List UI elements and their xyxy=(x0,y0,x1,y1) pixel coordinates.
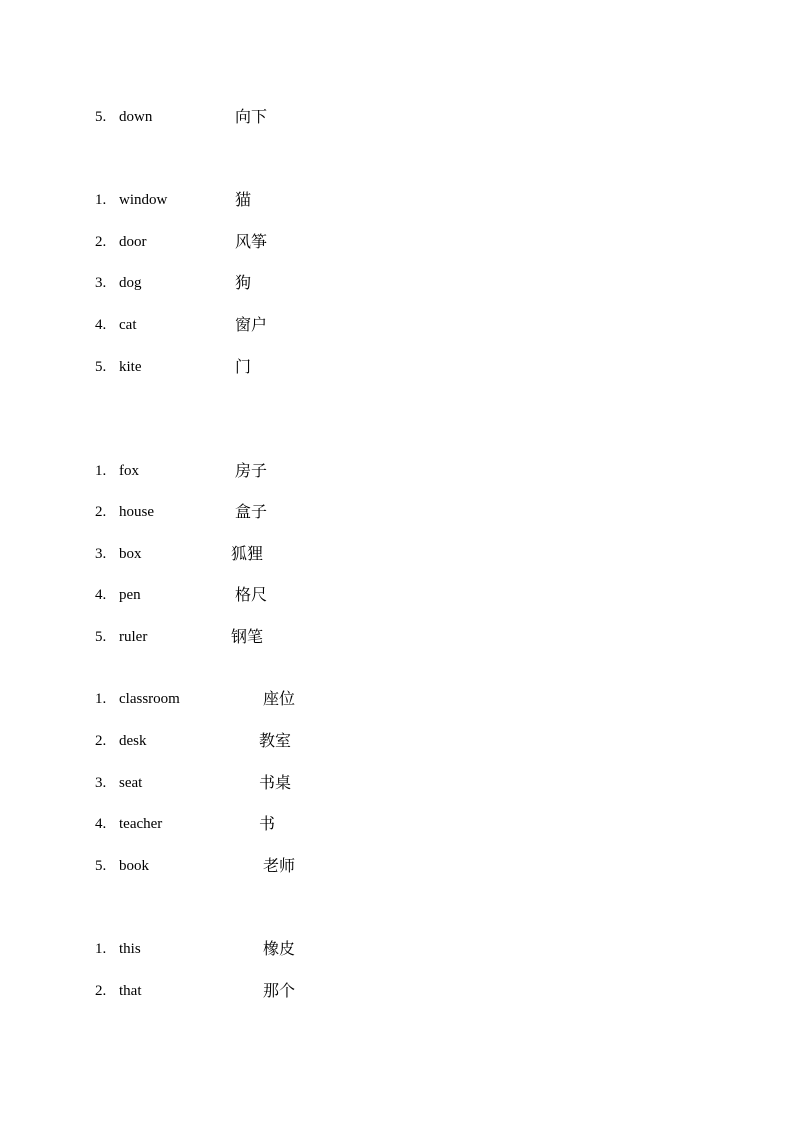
item-number: 2. xyxy=(95,983,107,999)
english-word: teacher xyxy=(119,816,163,832)
item-number: 4. xyxy=(95,816,107,832)
english-word: dog xyxy=(119,275,142,291)
english-word: classroom xyxy=(119,691,180,707)
chinese-word: 房子 xyxy=(235,461,268,480)
english-word: cat xyxy=(119,317,137,333)
list-item xyxy=(0,544,793,564)
chinese-word: 盒子 xyxy=(235,502,268,521)
list-item xyxy=(0,731,793,751)
english-word: kite xyxy=(119,359,142,375)
list-item xyxy=(0,461,793,481)
item-number: 3. xyxy=(95,546,107,562)
item-number: 2. xyxy=(95,733,107,749)
english-word: book xyxy=(119,858,149,874)
item-number: 5. xyxy=(95,858,107,874)
item-number: 5. xyxy=(95,109,107,125)
list-item xyxy=(0,689,793,709)
list-item xyxy=(0,939,793,959)
item-number: 4. xyxy=(95,587,107,603)
english-word: desk xyxy=(119,733,147,749)
chinese-word: 狗 xyxy=(235,273,252,292)
chinese-word: 钢笔 xyxy=(231,627,264,646)
chinese-word: 向下 xyxy=(235,107,268,126)
list-item xyxy=(0,107,793,127)
item-number: 3. xyxy=(95,775,107,791)
chinese-word: 狐狸 xyxy=(231,544,264,563)
chinese-word: 橡皮 xyxy=(263,939,296,958)
chinese-word: 风筝 xyxy=(235,232,268,251)
chinese-word: 门 xyxy=(235,357,252,376)
list-item xyxy=(0,856,793,876)
chinese-word: 格尺 xyxy=(235,585,268,604)
list-item xyxy=(0,273,793,293)
item-number: 2. xyxy=(95,504,107,520)
chinese-word: 书 xyxy=(259,814,276,833)
item-number: 1. xyxy=(95,941,107,957)
english-word: house xyxy=(119,504,154,520)
chinese-word: 教室 xyxy=(259,731,292,750)
english-word: down xyxy=(119,109,153,125)
chinese-word: 座位 xyxy=(263,689,296,708)
chinese-word: 窗户 xyxy=(235,315,268,334)
english-word: ruler xyxy=(119,629,148,645)
list-item xyxy=(0,315,793,335)
list-item xyxy=(0,627,793,647)
item-number: 5. xyxy=(95,359,107,375)
list-item xyxy=(0,357,793,377)
list-item xyxy=(0,814,793,834)
english-word: that xyxy=(119,983,142,999)
english-word: this xyxy=(119,941,141,957)
english-word: pen xyxy=(119,587,141,603)
item-number: 1. xyxy=(95,192,107,208)
chinese-word: 那个 xyxy=(263,981,296,1000)
english-word: fox xyxy=(119,463,139,479)
item-number: 1. xyxy=(95,463,107,479)
english-word: door xyxy=(119,234,147,250)
list-item xyxy=(0,502,793,522)
list-item xyxy=(0,773,793,793)
chinese-word: 猫 xyxy=(235,190,252,209)
item-number: 3. xyxy=(95,275,107,291)
english-word: seat xyxy=(119,775,143,791)
item-number: 1. xyxy=(95,691,107,707)
item-number: 5. xyxy=(95,629,107,645)
english-word: window xyxy=(119,192,168,208)
item-number: 2. xyxy=(95,234,107,250)
list-item xyxy=(0,190,793,210)
item-number: 4. xyxy=(95,317,107,333)
english-word: box xyxy=(119,546,142,562)
chinese-word: 书桌 xyxy=(259,773,292,792)
list-item xyxy=(0,585,793,605)
chinese-word: 老师 xyxy=(263,856,296,875)
list-item xyxy=(0,232,793,252)
list-item xyxy=(0,981,793,1001)
